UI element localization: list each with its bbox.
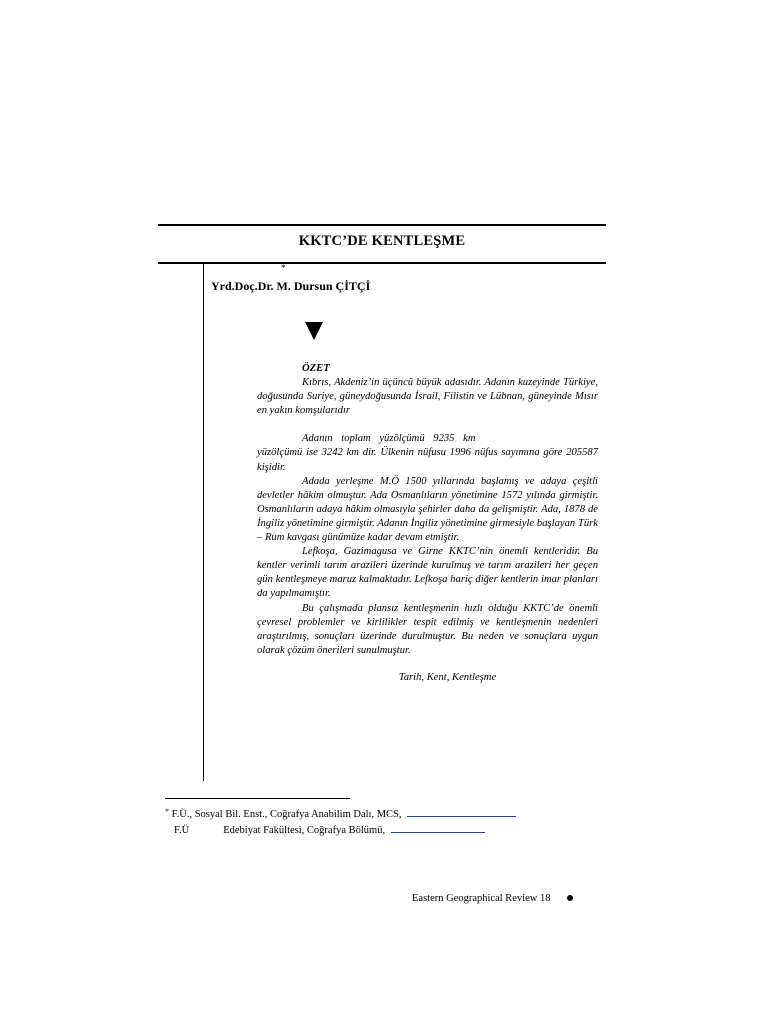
page-footer <box>412 893 573 904</box>
abstract-paragraph: Bu çalışmada plansız kentleşmenin hızlı olduğu KKTC’de önemli çevresel problemler ve kirlilikler tespit edilmiş ve kentleşmenin nedenleri araştırılmış, sonuçları üzerinde durulmuştur. Bu neden ve sonuçlara uygun olarak çözüm önerileri sunulmuştur. <box>257 602 598 656</box>
footnote-marker: * <box>165 807 169 816</box>
title-bottom-rule <box>158 262 606 264</box>
author-name: Yrd.Doç.Dr. M. Dursun ÇİTÇİ <box>211 279 371 293</box>
footnote-2-prefix: F.Ü <box>174 825 190 836</box>
triangle-down-icon <box>305 322 323 340</box>
abstract-paragraph: Adada yerleşme M.Ö 1500 yıllarında başlamış ve adaya çeşitli devletler hâkim olmuştur. Ada Osmanlıların yönetimine 1572 yılında girmiştir. Osmanlıların adaya hâkim olmasıyla şehirler daha da gelişmiştir. Ada, 1878 de İngiliz yönetimine girmiştir. Adanın İngiliz yönetimine girmesiyle başlayan Türk – Rum kavgası günümüze kadar devam etmiştir. <box>257 475 598 544</box>
page-number: 18 <box>540 893 551 904</box>
bullet-icon <box>567 895 573 901</box>
title-top-rule <box>158 224 606 226</box>
abstract-heading: ÖZET <box>302 363 330 374</box>
abstract-paragraph: yüzölçümü ise 3242 km dir. Ülkenin nüfusu 1996 nüfus sayımına göre 205587 kişidir. <box>257 447 598 473</box>
left-margin-rule <box>203 263 204 781</box>
abstract-paragraph: Adanın toplam yüzölçümü 9235 km <box>302 433 476 445</box>
footnote-1-text: F.Ü., Sosyal Bil. Enst., Coğrafya Anabilim Dalı, MCS, <box>171 809 402 820</box>
article-title: KKTC’DE KENTLEŞME <box>298 233 466 249</box>
abstract-paragraph: Lefkoşa, Gazimagusa ve Girne KKTC’nin önemli kentleridir. Bu kentler verimli tarım arazileri üzerinde kurulmuş ve tarım arazileri her geçen gün kentleşmeye maruz kalmaktadır. Lefkoşa hariç diğer kentlerin imar planları da yapılmamıştır. <box>257 546 598 600</box>
abstract <box>257 362 598 685</box>
footnote-2-link[interactable] <box>391 831 485 833</box>
footnote-1 <box>165 809 516 820</box>
author-footnote-marker: * <box>281 263 286 273</box>
keywords: Tarih, Kent, Kentleşme <box>398 671 497 683</box>
footnote-2-text: Edebiyat Fakültesi, Coğrafya Bölümü, <box>223 825 386 836</box>
footnote-2 <box>174 825 485 836</box>
journal-name: Eastern Geographical Review <box>412 893 538 904</box>
abstract-paragraph: Kıbrıs, Akdeniz’in üçüncü büyük adasıdır. Adanın kuzeyinde Türkiye, doğusunda Suriye, güneydoğusunda İsrail, Filistin ve Lübnan, güneyinde Mısır en yakın komşularıdır <box>257 377 598 417</box>
footnote-separator <box>165 798 350 799</box>
footnote-1-link[interactable] <box>407 815 516 817</box>
